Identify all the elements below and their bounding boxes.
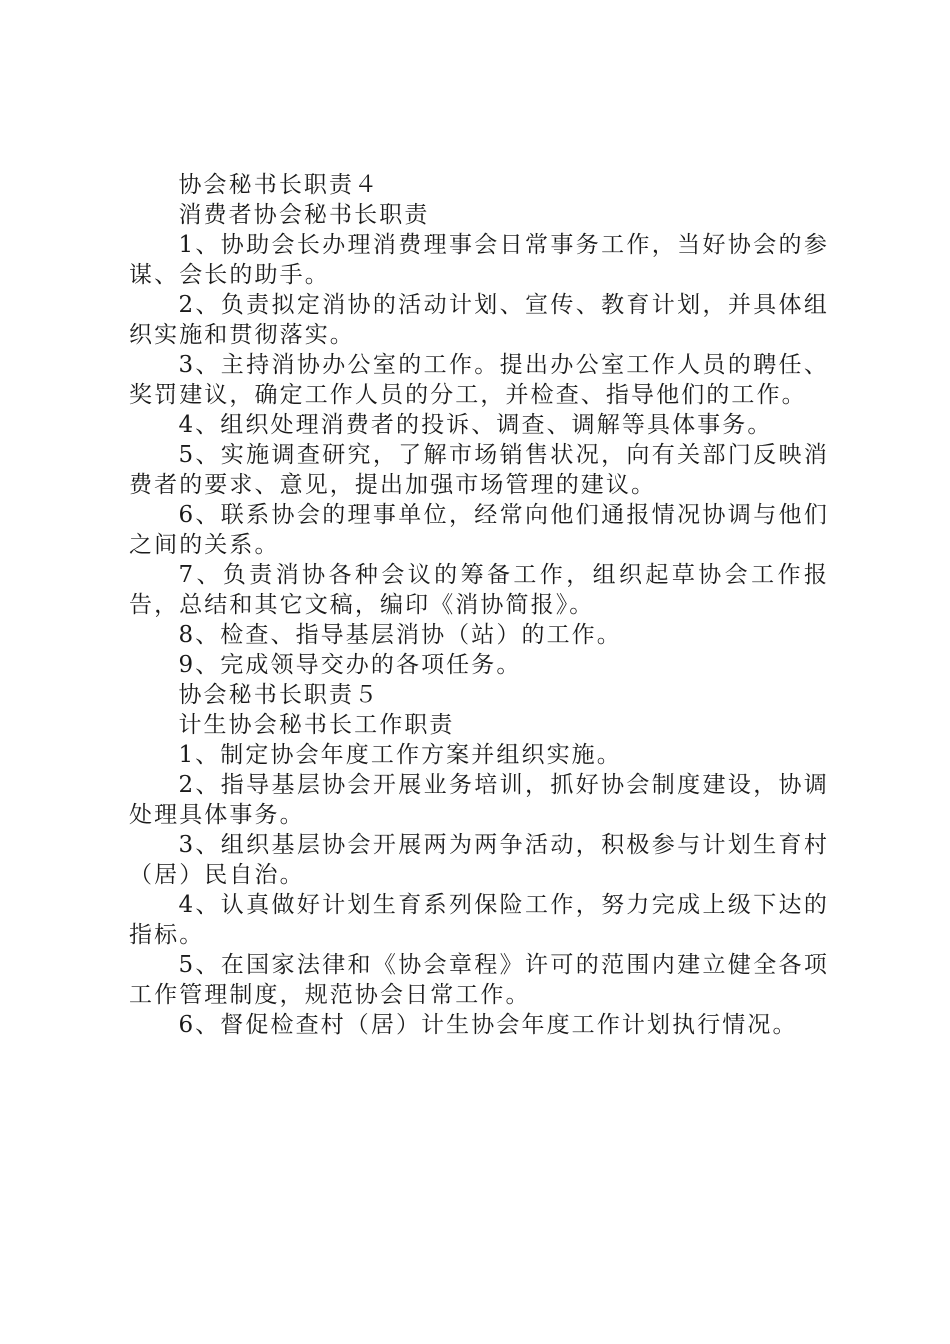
paragraph: 6、联系协会的理事单位，经常向他们通报情况协调与他们之间的关系。 [129,502,829,558]
paragraph: 5、在国家法律和《协会章程》许可的范围内建立健全各项工作管理制度，规范协会日常工作。 [129,952,829,1008]
paragraph: 3、组织基层协会开展两为两争活动，积极参与计划生育村（居）民自治。 [129,832,829,888]
paragraph: 4、组织处理消费者的投诉、调查、调解等具体事务。 [178,412,773,438]
paragraph: 1、制定协会年度工作方案并组织实施。 [178,742,622,768]
paragraph: 4、认真做好计划生育系列保险工作，努力完成上级下达的指标。 [129,892,829,948]
paragraph: 7、负责消协各种会议的筹备工作，组织起草协会工作报告，总结和其它文稿，编印《消协简报》。 [129,562,829,618]
paragraph: 1、协助会长办理消费理事会日常事务工作，当好协会的参谋、会长的助手。 [129,232,829,288]
paragraph: 9、完成领导交办的各项任务。 [178,652,522,678]
paragraph: 3、主持消协办公室的工作。提出办公室工作人员的聘任、奖罚建议，确定工作人员的分工，并检查、指导他们的工作。 [129,352,829,408]
paragraph: 2、负责拟定消协的活动计划、宣传、教育计划，并具体组织实施和贯彻落实。 [129,292,829,348]
section-title-4: 协会秘书长职责４ [178,172,380,198]
document-body [129,170,829,1040]
section-subtitle-family-planning: 计生协会秘书长工作职责 [178,712,455,738]
paragraph: 6、督促检查村（居）计生协会年度工作计划执行情况。 [178,1012,798,1038]
paragraph: 2、指导基层协会开展业务培训，抓好协会制度建设，协调处理具体事务。 [129,772,829,828]
paragraph: 8、检查、指导基层消协（站）的工作。 [178,622,622,648]
section-title-5: 协会秘书长职责５ [178,682,380,708]
paragraph: 5、实施调查研究，了解市场销售状况，向有关部门反映消费者的要求、意见，提出加强市场管理的建议。 [129,442,829,498]
section-subtitle-consumer: 消费者协会秘书长职责 [178,202,430,228]
